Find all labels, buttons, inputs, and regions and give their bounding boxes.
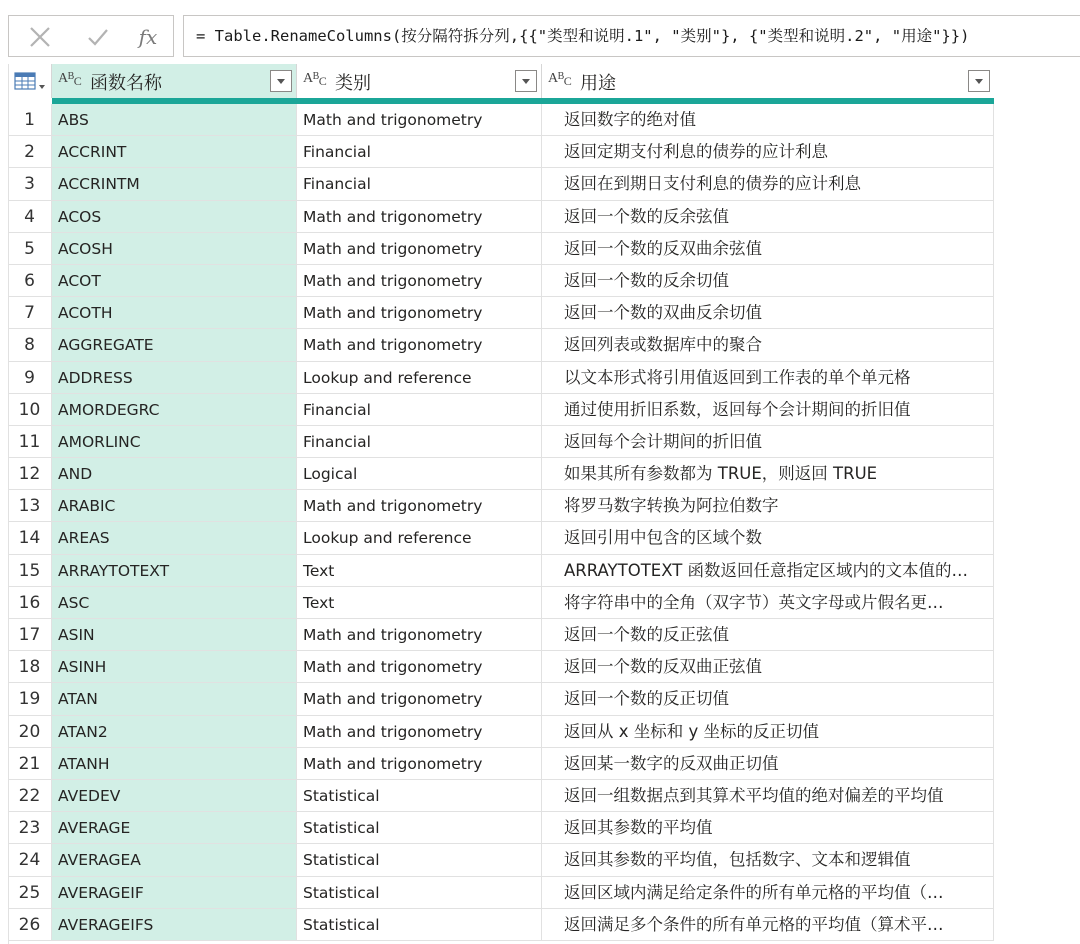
- cell-category[interactable]: Math and trigonometry: [297, 297, 542, 329]
- cell-function-name[interactable]: AVERAGE: [52, 812, 297, 844]
- cell-function-name[interactable]: ABS: [52, 104, 297, 136]
- table-row: [8, 329, 994, 361]
- cell-category[interactable]: Financial: [297, 394, 542, 426]
- table-row: [8, 362, 994, 394]
- cell-category[interactable]: Logical: [297, 458, 542, 490]
- row-number[interactable]: 7: [8, 297, 52, 329]
- cell-function-name[interactable]: ACCRINTM: [52, 168, 297, 200]
- row-number[interactable]: 15: [8, 555, 52, 587]
- table-row: [8, 265, 994, 297]
- cell-usage[interactable]: 返回引用中包含的区域个数: [542, 522, 994, 554]
- table-row: [8, 458, 994, 490]
- grid-border: [8, 64, 9, 944]
- cell-function-name[interactable]: ASC: [52, 587, 297, 619]
- text-type-icon[interactable]: $A^B_C$: [58, 71, 82, 88]
- cell-function-name[interactable]: ACOT: [52, 265, 297, 297]
- cell-function-name[interactable]: AVERAGEA: [52, 844, 297, 876]
- row-number[interactable]: 5: [8, 233, 52, 265]
- table-row: [8, 651, 994, 683]
- chevron-down-icon: [271, 71, 291, 91]
- cell-category[interactable]: Math and trigonometry: [297, 490, 542, 522]
- formula-bar: [0, 0, 1080, 62]
- row-number[interactable]: 4: [8, 201, 52, 233]
- cell-usage[interactable]: 返回一个数的反正切值: [542, 683, 994, 715]
- cell-function-name[interactable]: ACOS: [52, 201, 297, 233]
- cancel-icon[interactable]: [25, 22, 55, 52]
- cell-category[interactable]: Math and trigonometry: [297, 104, 542, 136]
- cell-function-name[interactable]: AVERAGEIF: [52, 877, 297, 909]
- cell-category[interactable]: Text: [297, 587, 542, 619]
- column-header-usage[interactable]: [542, 64, 994, 98]
- table-row: [8, 619, 994, 651]
- cell-function-name[interactable]: ACOSH: [52, 233, 297, 265]
- row-number[interactable]: 17: [8, 619, 52, 651]
- cell-function-name[interactable]: AREAS: [52, 522, 297, 554]
- row-number[interactable]: 14: [8, 522, 52, 554]
- fx-icon[interactable]: fx: [138, 25, 158, 49]
- cell-category[interactable]: Statistical: [297, 844, 542, 876]
- cell-category[interactable]: Math and trigonometry: [297, 201, 542, 233]
- cell-category[interactable]: Lookup and reference: [297, 522, 542, 554]
- table-row: [8, 877, 994, 909]
- cell-usage[interactable]: 返回一个数的反余弦值: [542, 201, 994, 233]
- cell-category[interactable]: Math and trigonometry: [297, 716, 542, 748]
- cell-usage[interactable]: 返回一组数据点到其算术平均值的绝对偏差的平均值: [542, 780, 994, 812]
- row-number[interactable]: 20: [8, 716, 52, 748]
- cell-usage[interactable]: 返回在到期日支付利息的债券的应计利息: [542, 168, 994, 200]
- cell-category[interactable]: Math and trigonometry: [297, 748, 542, 780]
- cell-usage[interactable]: 如果其所有参数都为 TRUE，则返回 TRUE: [542, 458, 994, 490]
- table-row: [8, 716, 994, 748]
- text-type-icon[interactable]: $A^B_C$: [303, 71, 327, 88]
- cell-function-name[interactable]: AMORLINC: [52, 426, 297, 458]
- cell-function-name[interactable]: ASIN: [52, 619, 297, 651]
- table-row: [8, 748, 994, 780]
- cell-usage[interactable]: 返回一个数的反双曲正弦值: [542, 651, 994, 683]
- row-number[interactable]: 23: [8, 812, 52, 844]
- header-row: [8, 64, 994, 98]
- table-row: [8, 426, 994, 458]
- table-row: [8, 555, 994, 587]
- column-header-function-name[interactable]: [52, 64, 297, 98]
- column-title: 函数名称: [90, 73, 162, 94]
- cell-function-name[interactable]: ACOTH: [52, 297, 297, 329]
- cell-category[interactable]: Statistical: [297, 877, 542, 909]
- formula-controls: [8, 15, 174, 57]
- cell-usage[interactable]: 将字符串中的全角（双字节）英文字母或片假名更…: [542, 587, 994, 619]
- row-number[interactable]: 18: [8, 651, 52, 683]
- table-row: [8, 168, 994, 200]
- cell-function-name[interactable]: ASINH: [52, 651, 297, 683]
- row-number[interactable]: 19: [8, 683, 52, 715]
- cell-usage[interactable]: 返回满足多个条件的所有单元格的平均值（算术平…: [542, 909, 994, 941]
- cell-category[interactable]: Financial: [297, 168, 542, 200]
- row-number[interactable]: 12: [8, 458, 52, 490]
- chevron-down-icon: [969, 71, 989, 91]
- cell-usage[interactable]: 返回一个数的反双曲余弦值: [542, 233, 994, 265]
- cell-usage[interactable]: 返回从 x 坐标和 y 坐标的反正切值: [542, 716, 994, 748]
- table-row: [8, 104, 994, 136]
- cell-category[interactable]: Math and trigonometry: [297, 329, 542, 361]
- row-number[interactable]: 21: [8, 748, 52, 780]
- cell-usage[interactable]: 返回数字的绝对值: [542, 104, 994, 136]
- row-number[interactable]: 24: [8, 844, 52, 876]
- cell-usage[interactable]: 返回列表或数据库中的聚合: [542, 329, 994, 361]
- cell-function-name[interactable]: ATANH: [52, 748, 297, 780]
- cell-usage[interactable]: 返回某一数字的反双曲正切值: [542, 748, 994, 780]
- cell-category[interactable]: Statistical: [297, 780, 542, 812]
- table-row: [8, 394, 994, 426]
- formula-input[interactable]: = Table.RenameColumns(按分隔符拆分列,{{"类型和说明.1", "类别"}, {"类型和说明.2", "用途"}}): [183, 15, 1080, 57]
- cell-category[interactable]: Math and trigonometry: [297, 651, 542, 683]
- row-number[interactable]: 6: [8, 265, 52, 297]
- row-number[interactable]: 8: [8, 329, 52, 361]
- table-row: [8, 136, 994, 168]
- table-row: [8, 780, 994, 812]
- cell-category[interactable]: Statistical: [297, 812, 542, 844]
- cell-category[interactable]: Financial: [297, 426, 542, 458]
- row-number[interactable]: 11: [8, 426, 52, 458]
- cell-function-name[interactable]: AMORDEGRC: [52, 394, 297, 426]
- text-type-icon[interactable]: $A^B_C$: [548, 71, 572, 88]
- cell-function-name[interactable]: ATAN2: [52, 716, 297, 748]
- column-header-category[interactable]: [297, 64, 542, 98]
- row-number[interactable]: 16: [8, 587, 52, 619]
- filter-dropdown-button[interactable]: [270, 70, 292, 92]
- cell-function-name[interactable]: AND: [52, 458, 297, 490]
- table-row: [8, 844, 994, 876]
- cell-usage[interactable]: 以文本形式将引用值返回到工作表的单个单元格: [542, 362, 994, 394]
- cell-function-name[interactable]: ARRAYTOTEXT: [52, 555, 297, 587]
- cell-usage[interactable]: 将罗马数字转换为阿拉伯数字: [542, 490, 994, 522]
- cell-function-name[interactable]: ACCRINT: [52, 136, 297, 168]
- row-number[interactable]: 25: [8, 877, 52, 909]
- cell-category[interactable]: Lookup and reference: [297, 362, 542, 394]
- cell-function-name[interactable]: ADDRESS: [52, 362, 297, 394]
- row-number[interactable]: 26: [8, 909, 52, 941]
- table-row: [8, 490, 994, 522]
- row-number[interactable]: 22: [8, 780, 52, 812]
- cell-function-name[interactable]: AVERAGEIFS: [52, 909, 297, 941]
- cell-category[interactable]: Math and trigonometry: [297, 619, 542, 651]
- row-number[interactable]: 1: [8, 104, 52, 136]
- table-row: [8, 587, 994, 619]
- cell-function-name[interactable]: AVEDEV: [52, 780, 297, 812]
- filter-dropdown-button[interactable]: [968, 70, 990, 92]
- table-row: [8, 812, 994, 844]
- cell-category[interactable]: Math and trigonometry: [297, 233, 542, 265]
- table-menu-button[interactable]: [8, 64, 52, 98]
- cell-usage[interactable]: 通过使用折旧系数，返回每个会计期间的折旧值: [542, 394, 994, 426]
- table-body: [8, 104, 994, 941]
- cell-function-name[interactable]: ARABIC: [52, 490, 297, 522]
- cell-category[interactable]: Math and trigonometry: [297, 265, 542, 297]
- cell-usage[interactable]: 返回其参数的平均值，包括数字、文本和逻辑值: [542, 844, 994, 876]
- cell-category[interactable]: Financial: [297, 136, 542, 168]
- cell-category[interactable]: Text: [297, 555, 542, 587]
- cell-usage[interactable]: 返回定期支付利息的债券的应计利息: [542, 136, 994, 168]
- chevron-down-icon: [516, 71, 536, 91]
- cell-category[interactable]: Statistical: [297, 909, 542, 941]
- check-icon[interactable]: [83, 22, 113, 52]
- table-icon: [14, 72, 48, 92]
- cell-usage[interactable]: ARRAYTOTEXT 函数返回任意指定区域内的文本值的…: [542, 555, 994, 587]
- cell-category[interactable]: Math and trigonometry: [297, 683, 542, 715]
- row-number[interactable]: 3: [8, 168, 52, 200]
- column-title: 用途: [580, 73, 616, 94]
- row-number[interactable]: 13: [8, 490, 52, 522]
- table-row: [8, 201, 994, 233]
- cell-usage[interactable]: 返回一个数的双曲反余切值: [542, 297, 994, 329]
- table-row: [8, 522, 994, 554]
- column-title: 类别: [335, 73, 371, 94]
- row-number[interactable]: 10: [8, 394, 52, 426]
- cell-usage[interactable]: 返回其参数的平均值: [542, 812, 994, 844]
- table-row: [8, 909, 994, 941]
- table-row: [8, 683, 994, 715]
- cell-function-name[interactable]: ATAN: [52, 683, 297, 715]
- cell-usage[interactable]: 返回一个数的反正弦值: [542, 619, 994, 651]
- table-row: [8, 233, 994, 265]
- cell-usage[interactable]: 返回每个会计期间的折旧值: [542, 426, 994, 458]
- row-number[interactable]: 2: [8, 136, 52, 168]
- table-row: [8, 297, 994, 329]
- row-number[interactable]: 9: [8, 362, 52, 394]
- cell-usage[interactable]: 返回一个数的反余切值: [542, 265, 994, 297]
- filter-dropdown-button[interactable]: [515, 70, 537, 92]
- cell-function-name[interactable]: AGGREGATE: [52, 329, 297, 361]
- cell-usage[interactable]: 返回区域内满足给定条件的所有单元格的平均值（…: [542, 877, 994, 909]
